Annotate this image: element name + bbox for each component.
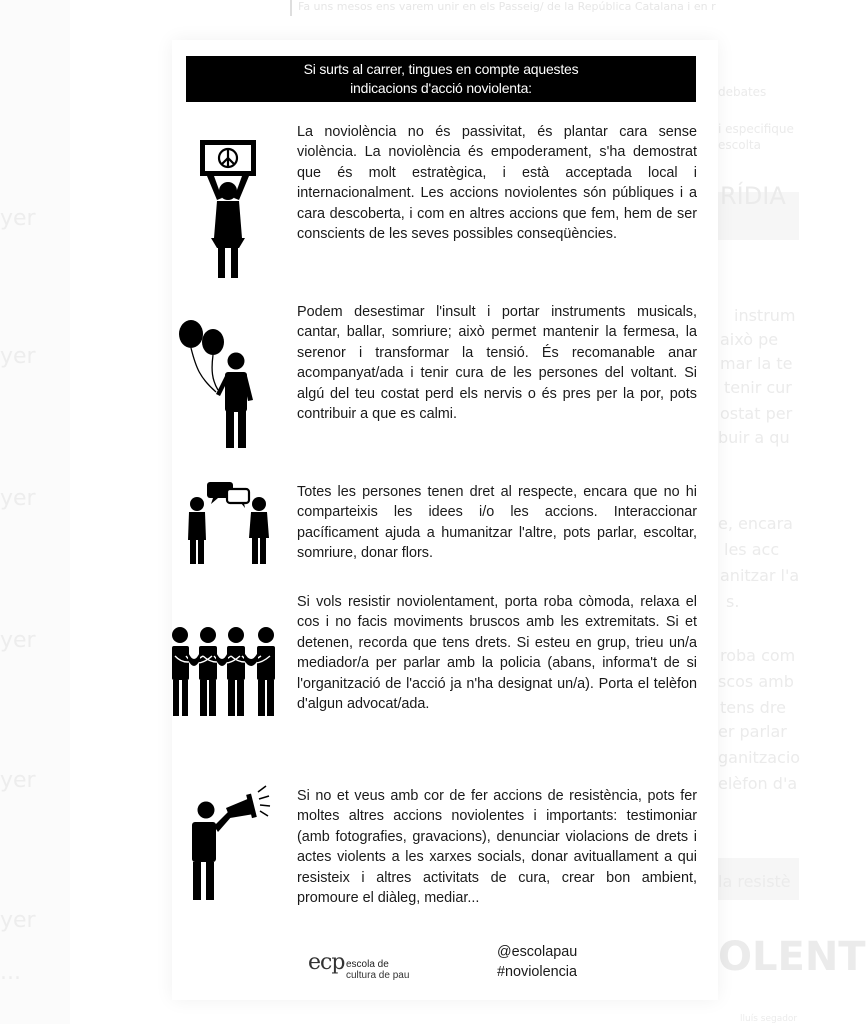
guideline-paragraph: La noviolència no és passivitat, és plantar cara sense violència. La noviolència és empoderament, s'ha demostrat que és molt estratègica, i està acceptada local i internacionalment. Les accions noviolentes són públiques i a cara descoberta, i com en altres accions que fem, hem de ser conscients de les seves possibles conseqüències.: [297, 124, 697, 243]
background-fragment: debates: [718, 85, 767, 99]
background-fragment: elèfon d'a: [718, 774, 798, 793]
background-fragment: això pe: [720, 330, 779, 349]
background-fragment: buir a qu: [718, 428, 790, 447]
background-fragment: yer: [0, 628, 36, 653]
background-fragment: tens dre: [720, 698, 786, 717]
person-with-megaphone-icon: [188, 784, 272, 902]
background-fragment: RÍDIA: [720, 182, 786, 210]
background-fragment: lluís segador: [740, 1014, 798, 1024]
background-fragment: escolta: [718, 138, 761, 152]
background-fragment: yer: [0, 908, 36, 933]
background-fragment: e, encara: [718, 514, 793, 533]
logo-text-line-1: escola de: [346, 959, 389, 970]
guideline-paragraph: Podem desestimar l'insult i portar instruments musicals, cantar, ballar, somriure; això permet mantenir la fermesa, la serenor i transformar la tensió. És recomanable anar acompanyat/ada i tenir cura de les persones del voltant. Si algú del teu costat perd els nervis o és pres per la por, pots contribuir a que es calmi.: [297, 304, 697, 423]
background-fragment: ...: [0, 960, 21, 985]
background-fragment: les acc: [724, 540, 780, 559]
background-top-text: Fa uns mesos ens varem unir en els Passeig/ de la República Catalana i en r: [298, 0, 716, 13]
logo-text-line-2: cultura de pau: [346, 970, 410, 981]
background-fragment: s.: [726, 592, 740, 611]
background-fragment: OLENT: [718, 934, 866, 980]
escola-cultura-pau-logo: [308, 950, 438, 990]
background-fragment: ganitzacio: [718, 748, 801, 767]
background-fragment: roba com: [720, 646, 796, 665]
background-divider: [290, 0, 292, 16]
background-fragment: yer: [0, 344, 36, 369]
peace-sign-protester-icon: [195, 138, 261, 280]
background-fragment: mar la te: [720, 354, 793, 373]
background-fragment: instrum: [734, 306, 796, 325]
background-fragment: ostat per: [720, 404, 793, 423]
person-with-balloons-icon: [178, 318, 258, 450]
background-fragment: la resistè: [718, 872, 791, 891]
background-fragment: yer: [0, 486, 36, 511]
background-fragment: er parlar: [718, 722, 787, 741]
two-people-talking-icon: [185, 480, 271, 566]
background-fragment: tenir cur: [724, 378, 792, 397]
guideline-paragraph: Si no et veus amb cor de fer accions de resistència, pots fer moltes altres accions noviolentes i importants: testimoniar (amb fotografies, gravacions), denunciar violacions de drets i actes violents a les xarxes socials, donar avituallament a qui resisteix i altres activitats de cura, crear bon ambient, promoure el diàleg, mediar...: [297, 788, 697, 907]
social-handle: @escolapau: [497, 944, 578, 960]
background-fragment: yer: [0, 768, 36, 793]
background-fragment: yer: [0, 206, 36, 231]
poster-header: [186, 56, 696, 102]
background-left-margin: [0, 0, 70, 1024]
header-line-2: indicacions d'acció noviolenta:: [350, 80, 532, 96]
hashtag: #noviolencia: [497, 964, 578, 980]
linked-arms-group-icon: [172, 626, 280, 718]
background-fragment: anitzar l'a: [720, 566, 800, 585]
guideline-paragraph: Totes les persones tenen dret al respecte, encara que no hi comparteixis les idees i/o les accions. Interaccionar pacíficament ajuda a humanitzar l'altre, pots parlar, escoltar, somriure, donar flors.: [297, 484, 697, 562]
logo-mark: ecp: [308, 950, 345, 975]
header-line-1: Si surts al carrer, tingues en compte aquestes: [303, 61, 579, 77]
background-fragment: scos amb: [718, 672, 794, 691]
guideline-paragraph: Si vols resistir noviolentament, porta roba còmoda, relaxa el cos i no facis moviments bruscos amb les extremitats. Si et detenen, recorda que tens drets. Si esteu en grup, trieu un/a mediador/a per parlar amb la policia (abans, informa't de si l'organització de l'acció ja n'ha designat un/a). Porta el telèfon d'algun advocat/ada.: [297, 594, 697, 713]
background-fragment: i especifique: [718, 122, 794, 136]
